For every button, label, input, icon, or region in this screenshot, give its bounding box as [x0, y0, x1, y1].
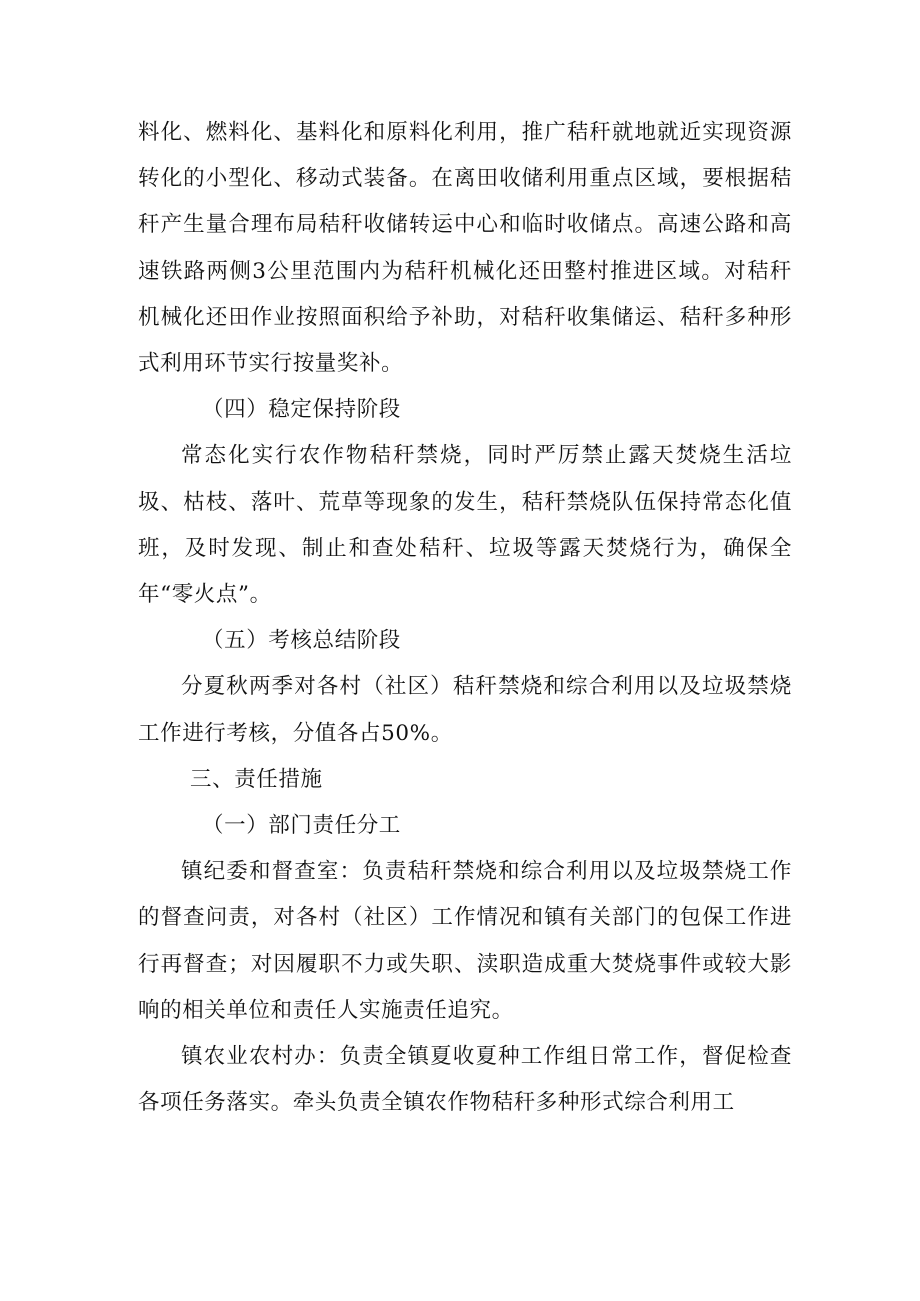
- paragraph-agriculture-office: 镇农业农村办：负责全镇夏收夏种工作组日常工作，督促检查各项任务落实。牵头负责全镇农作物秸秆多种形式综合利用工: [138, 1044, 792, 1116]
- paragraph-discipline-office: 镇纪委和督查室：负责秸秆禁烧和综合利用以及垃圾禁烧工作的督查问责，对各村（社区）工作情况和镇有关部门的包保工作进行再督查；对因履职不力或失职、渎职造成重大焚烧事件或较大影响的相关单位和责任人实施责任追究。: [138, 859, 792, 1023]
- subheading-department-duties: （一）部门责任分工: [202, 813, 401, 839]
- subheading-stage-4: （四）稳定保持阶段: [202, 397, 401, 423]
- paragraph-stage-4: 常态化实行农作物秸秆禁烧，同时严厉禁止露天焚烧生活垃圾、枯枝、落叶、荒草等现象的发生，秸秆禁烧队伍保持常态化值班，及时发现、制止和查处秸秆、垃圾等露天焚烧行为，确保全年“零火点”。: [138, 443, 792, 608]
- heading-section-3: 三、责任措施: [190, 766, 323, 792]
- document-body: [138, 110, 792, 1126]
- paragraph-continuation: 料化、燃料化、基料化和原料化利用，推广秸秆就地就近实现资源转化的小型化、移动式装备。在离田收储利用重点区域，要根据秸秆产生量合理布局秸秆收储转运中心和临时收储点。高速公路和高速铁路两侧3公里范围内为秸秆机械化还田整村推进区域。对秸秆机械化还田作业按照面积给予补助，对秸秆收集储运、秸秆多种形式利用环节实行按量奖补。: [138, 120, 792, 377]
- subheading-stage-5: （五）考核总结阶段: [202, 628, 401, 654]
- paragraph-stage-5: 分夏秋两季对各村（社区）秸秆禁烧和综合利用以及垃圾禁烧工作进行考核，分值各占50%。: [138, 674, 792, 746]
